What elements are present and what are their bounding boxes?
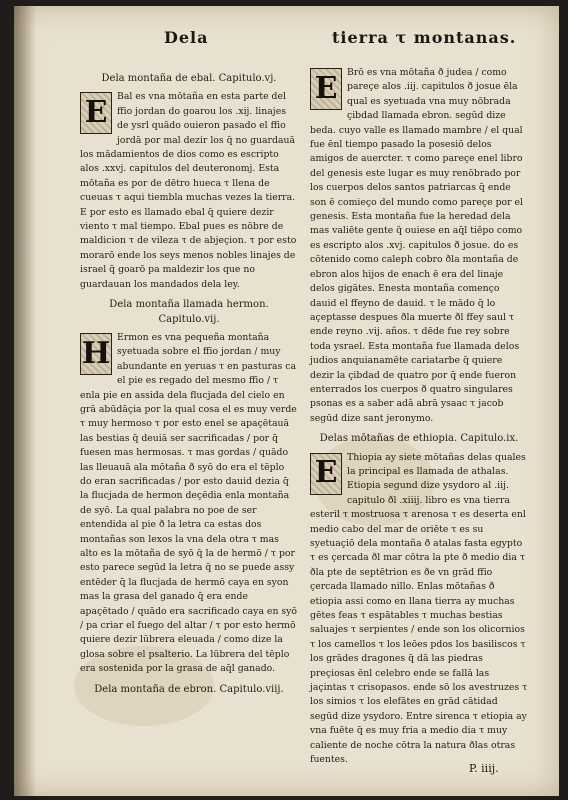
signature-mark: P. iiij. bbox=[469, 762, 499, 775]
decorated-initial: E bbox=[310, 453, 342, 495]
body-paragraph bbox=[80, 90, 298, 292]
left-column bbox=[80, 66, 298, 701]
body-paragraph bbox=[80, 331, 298, 677]
running-head-left: Dela bbox=[164, 28, 209, 47]
body-paragraph bbox=[310, 66, 528, 426]
chapter-heading: Dela montaña llamada hermon. Capitulo.vij. bbox=[109, 299, 269, 325]
paragraph-text: Thiopia ay siete mōtañas delas quales la principal es llamada de athalas. Etiopia segund dize ysydoro al .iij. capitulo ðl .xiiij. libro es vna tierra esteril τ mostruosa τ arenosa τ es deserta enl medio cabo del mar de oriēte τ es su syetuaçiō dela montaña ð atalas fasta egypto τ es çercada ðl mar cōtra la pte ð medio dia τ ðla pte de septētrion es ðe vn grād ffio çercada llamado nillo. Enlas mōtañas ð etiopia assi como en llana tierra ay muchas gētes feas τ espātables τ muchas bestias saluajes τ serpientes / ende son los olicornios τ los camellos τ los leōes pdos los basiliscos τ los grādes dragones q̄ dā las piedras preçiosas ēnl celebro ende se fallā las jaçintas τ crisopasos. ende sō los avestruzes τ los simios τ los elefātes en grād cātidad segūd dize ysydoro. Entre sirenca τ etiopia ay vna fuēte q̄ es muy fria a medio dia τ muy caliente de noche cōtra la natura ðlas otras fuentes. bbox=[310, 451, 528, 766]
decorated-initial: E bbox=[310, 68, 342, 110]
body-paragraph bbox=[310, 451, 528, 768]
book-page bbox=[14, 6, 559, 796]
chapter-heading: Dela montaña de ebal. Capitulo.vj. bbox=[101, 73, 277, 84]
paragraph-text: Ermon es vna pequeña montaña syetuada sobre el ffio jordan / muy abundante en yeruas τ en pasturas ca el pie es regado del mesmo ffio / τ enla pie en assida dela flucjada del cielo en grā abūdāçia por la qual cosa el es muy verde τ muy hermoso τ por esto enel se apaçētauā las bestias q̄ deuiā ser sacrificadas / por q̄ fuesen mas hermosas. τ mas gordas / quādo las lleuauā ala mōtaña ð syō do era el tēplo do eran sacrificadas / por esto dauid dezia q̄ la flucjada de hermon deçēdia enla montaña de syō. La qual palabra no poe de ser entendida al pie ð la letra ca estas dos montañas son lexos la vna dela otra τ mas alto es la mōtaña de syō q̄ la de hermō / τ por esto parece segūd la letra q̄ no se puede assy entēder q̄ la flucjada de hermō caya en syon mas la grasa del ganado q̄ era ende apaçētado / quādo era sacrificado caya en syō / pa criar el fuego del altar / τ por esto hermō quiere dezir lūbrera eleuada / como dize la glosa sobre el psalterio. La lūbrera del tēplo era sostenida por la grasa de aq̄l ganado. bbox=[80, 331, 298, 675]
right-column bbox=[310, 66, 528, 768]
paragraph-text: Bal es vna mōtaña en esta parte del ffio jordan do goarou los .xij. linajes de ysrl quādo ouieron pasado el ffio jordā por mal dezir los q̄ no guardauā los mādamientos de dios como es escripto alos .xxvj. capitulos del deuteronomj. Esta mōtaña es por de dētro hueca τ llena de cueuas τ aqui tiembla muchas vezes la tierra. E por esto es llamado ebal q̄ quiere dezir viento τ mal tiempo. Ebal pues es nōbre de maldicion τ de vileza τ de abjeçion. τ por esto morarō ende los seys menos nobles linajes de israel q̄ goarō pa maldezir los que no guardauan los mandados dela ley. bbox=[80, 91, 297, 290]
chapter-heading: Dela montaña de ebron. Capitulo.viij. bbox=[94, 683, 284, 695]
decorated-initial: E bbox=[80, 92, 112, 134]
paragraph-text: Brō es vna mōtaña ð judea / como pareçe alos .iij. capitulos ð josue ēla qual es syetuada vna muy nōbrada çibdad llamada ebron. segūd dize beda. cuyo valle es llamado mambre / el qual fue ēnl tiempo pasado la posesiō delos amigos de auercter. τ como pareçe enel libro del genesis este lugar es muy renōbrado por los cuerpos delos santos patriarcas q̄ ende son ē comieço del mundo como pareçe por el genesis. Esta montaña fue la heredad dela mas valiēte gente q̄ ouiese en aq̄l tiēpo como es escripto alos .xvj. capitulos ð josue. do es cōtenido como caleph cobro ðla montaña de ebron alos hijos de enach ē era del linaje delos gigātes. Enesta montaña començo dauid el ffeyno de dauid. τ le mādo q̄ lo açeptasse despues ðla muerte ðl ffey saul τ ende reyno .vij. años. τ dēde fue rey sobre toda ysrael. Esta montaña fue llamada delos judios anquianamēte cariatarbe q̄ quiere dezir la çibdad de quatro por q̄ ende fueron enterrados los cuerpos ð quatro singulares psonas es a saber adā abrā ysaac τ jacob segūd dize sant jeronymo. bbox=[310, 67, 523, 424]
chapter-heading: Delas mōtañas de ethiopia. Capitulo.ix. bbox=[319, 433, 519, 445]
decorated-initial: H bbox=[80, 333, 112, 375]
binding-gutter bbox=[14, 6, 36, 796]
running-head-right: tierra τ montanas. bbox=[332, 28, 517, 47]
